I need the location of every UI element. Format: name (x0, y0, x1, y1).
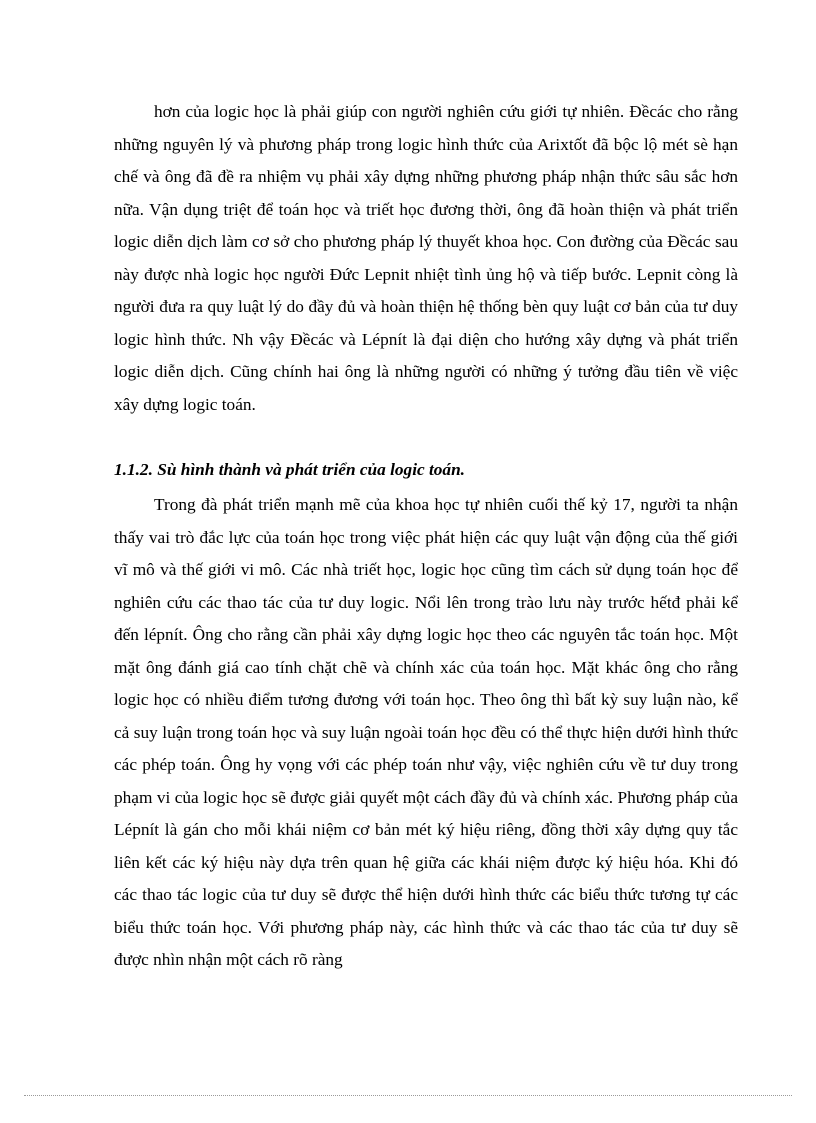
footer-divider (24, 1095, 792, 1096)
paragraph-2 (114, 489, 738, 977)
paragraph-1-text: hơn của logic học là phải giúp con người nghiên cứu giới tự nhiên. Đềcác cho rằng những nguyên lý và phương pháp trong logic hình thức của Arixtốt đã bộc lộ mét sè hạn chế và ông đã đề ra nhiệm vụ phải xây dựng những phương pháp nhận thức sâu sắc hơn nữa. Vận dụng triệt để toán học và triết học đương thời, ông đã hoàn thiện và phát triển logic diễn dịch làm cơ sở cho phương pháp lý thuyết khoa học. Con đường của Đềcác sau này được nhà logic học người Đức Lepnit nhiệt tình ủng hộ và tiếp bước. Lepnit còng là người đưa ra quy luật lý do đầy đủ và hoàn thiện hệ thống bèn quy luật cơ bản của tư duy logic hình thức. Nh vậy Đềcác và Lépnít là đại diện cho hướng xây dựng và phát triển logic diễn dịch. Cũng chính hai ông là những người có những ý tưởng đầu tiên về việc xây dựng logic toán. (114, 102, 738, 414)
paragraph-2-text: Trong đà phát triển mạnh mẽ của khoa học tự nhiên cuối thế kỷ 17, người ta nhận thấy vai trò đắc lực của toán học trong việc phát hiện các quy luật vận động của thế giới vĩ mô và thế giới vi mô. Các nhà triết học, logic học cũng tìm cách sử dụng toán học để nghiên cứu các thao tác của tư duy logic. Nổi lên trong trào lưu này trước hếtđ phải kể đến lépnít. Ông cho rằng cần phải xây dựng logic học theo các nguyên tắc toán học. Một mặt ông đánh giá cao tính chặt chẽ và chính xác của toán học. Mặt khác ông cho rằng logic học có nhiều điểm tương đương với toán học. Theo ông thì bất kỳ suy luận nào, kể cả suy luận trong toán học và suy luận ngoài toán học đều có thể thực hiện dưới hình thức các phép toán. Ông hy vọng với các phép toán như vậy, việc nghiên cứu về tư duy trong phạm vi của logic học sẽ được giải quyết một cách đầy đủ và chính xác. Phương pháp của Lépnít là gán cho mỗi khái niệm cơ bản mét ký hiệu riêng, đồng thời xây dựng quy tắc liên kết các ký hiệu này dựa trên quan hệ giữa các khái niệm được ký hiệu hóa. Khi đó các thao tác logic của tư duy sẽ được thể hiện dưới hình thức các biểu thức tương tự các biểu thức toán học. Với phương pháp này, các hình thức và các thao tác của tư duy sẽ được nhìn nhận một cách rõ ràng (114, 495, 738, 969)
section-heading: 1.1.2. Sù hình thành và phát triển của logic toán. (114, 460, 466, 479)
paragraph-1 (114, 96, 738, 421)
